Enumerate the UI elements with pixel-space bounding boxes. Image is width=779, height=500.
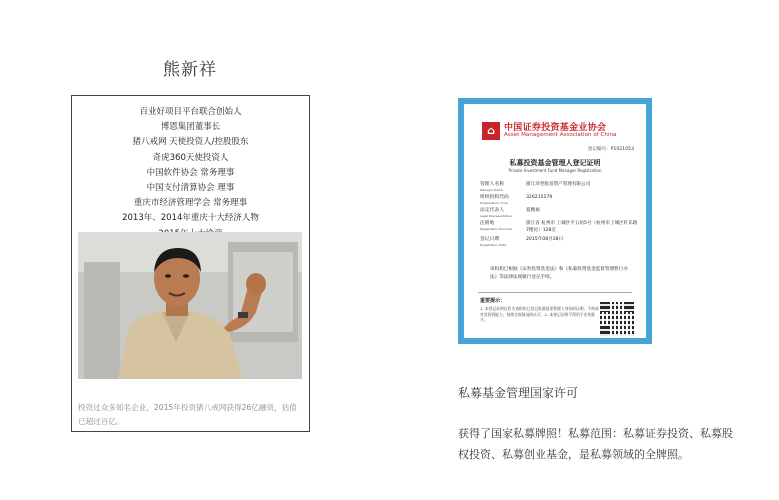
license-description: 获得了国家私募牌照！私募范围：私募证券投资、私募股权投资、私募创业基金，是私募领域的全牌照。 — [458, 427, 733, 461]
role-item: 2013年、2014年重庆十大经济人物 — [122, 213, 259, 224]
certificate-field: 注册地 Registration Domicile 浙江省 杭州市 上城区平五坊5号（杭州市上城区红乐路7楼房）128室 — [480, 221, 640, 234]
field-value: 夏鲍福 — [526, 208, 540, 213]
certificate-title-en: Private Investment Fund Manager Registration — [508, 168, 602, 173]
certificate-body: 该机构已根据《证券投资基金法》和《私募投资基金监督管理暂行办法》等法律法规履行登记手续。 — [490, 267, 628, 280]
amac-logo-icon: ⌂ — [482, 122, 500, 140]
qr-code-icon — [600, 302, 634, 336]
certificate-paper — [464, 104, 646, 338]
role-list — [72, 105, 309, 242]
certificate-notice: 1. 本登记证明仅作为该机构已登记私募基金管理人身份的证明，不构成对其投资能力、持续合规情况的认可；2. 本登记证明不得用于宣传推介。 — [480, 306, 599, 323]
certificate-fields — [480, 182, 640, 250]
certificate-field: 组织机构代码 Organization Code 326215179 — [480, 195, 640, 205]
field-value: 326215179 — [526, 195, 553, 200]
field-value: 浙江泽翌股富资产管理有限公司 — [526, 182, 591, 187]
certificate-field: 登记日期 Registration Date 2015年08月28日 — [480, 237, 640, 247]
certificate-org-en: Asset Management Association of China — [504, 132, 617, 138]
license-certificate — [458, 98, 652, 344]
role-item: 奇虎360天使投资人 — [152, 152, 229, 163]
certificate-notice-title: 重要提示： — [480, 298, 506, 304]
role-item: 百业好项目平台联合创始人 — [139, 107, 242, 117]
role-item: 中国软件协会 常务理事 — [146, 167, 235, 178]
certificate-org-cn: 中国证券投资基金业协会 — [504, 123, 607, 133]
certificate-number: 登记编号：P1021053 — [587, 147, 634, 152]
role-item: 猪八戒网 天使投资人/控股股东 — [132, 137, 249, 148]
field-value: 浙江省 杭州市 上城区平五坊5号（杭州市上城区红乐路7楼房）128室 — [526, 221, 638, 233]
certificate-field: 管理人名称 Manager Name 浙江泽翌股富资产管理有限公司 — [480, 182, 640, 192]
role-item: 博恩集团董事长 — [160, 122, 221, 133]
certificate-divider — [478, 292, 632, 293]
profile-name: 熊新祥 — [163, 60, 217, 80]
portrait-illustration — [78, 232, 302, 379]
role-item: 中国支付清算协会 理事 — [146, 183, 235, 194]
license-title: 私募基金管理国家许可 — [458, 386, 579, 400]
profile-card — [71, 95, 310, 432]
field-value: 2015年08月28日 — [526, 237, 564, 242]
certificate-field: 法定代表人 Legal Representative 夏鲍福 — [480, 208, 640, 218]
certificate-title-cn: 私募投资基金管理人登记证明 — [509, 159, 601, 167]
role-item: 重庆市经济管理学会 常务理事 — [133, 198, 248, 209]
photo-caption: 投资过众多知名企业，2015年投资猪八戒网获得26亿融资，估值已超过百亿。 — [78, 403, 297, 426]
profile-photo — [78, 232, 302, 379]
